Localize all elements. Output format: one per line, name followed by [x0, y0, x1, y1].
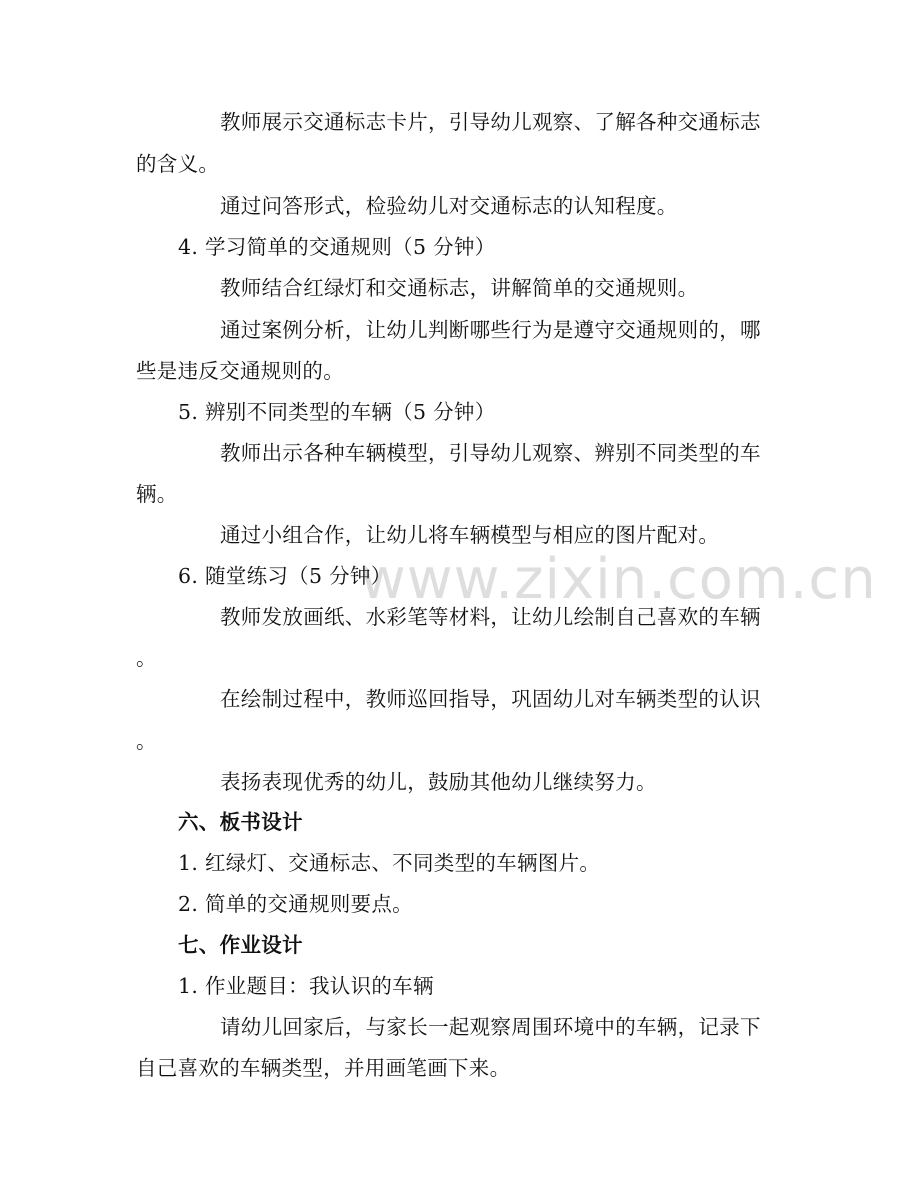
watermark: www.zixin.com.cn	[360, 547, 877, 612]
section-heading: 七、作业设计	[178, 933, 303, 957]
paragraph-line: 通过问答形式，检验幼儿对交通标志的认知程度。	[220, 194, 678, 218]
paragraph-continuation: 些是违反交通规则的。	[136, 359, 344, 383]
paragraph-continuation: 辆。	[136, 482, 178, 506]
paragraph-continuation: 。	[136, 646, 157, 670]
paragraph-continuation: 。	[136, 729, 157, 753]
paragraph-line: 请幼儿回家后，与家长一起观察周围环境中的车辆，记录下	[220, 1015, 761, 1039]
paragraph-line: 教师出示各种车辆模型，引导幼儿观察、辨别不同类型的车	[220, 441, 761, 465]
list-item-heading: 6. 随堂练习（5 分钟）	[178, 564, 392, 588]
list-item-heading: 4. 学习简单的交通规则（5 分钟）	[178, 235, 496, 259]
paragraph-line: 教师发放画纸、水彩笔等材料，让幼儿绘制自己喜欢的车辆	[220, 605, 761, 629]
paragraph-line: 在绘制过程中，教师巡回指导，巩固幼儿对车辆类型的认识	[220, 687, 761, 711]
paragraph-line: 教师结合红绿灯和交通标志，讲解简单的交通规则。	[220, 276, 699, 300]
list-item: 1. 红绿灯、交通标志、不同类型的车辆图片。	[178, 851, 601, 875]
paragraph-line: 教师展示交通标志卡片，引导幼儿观察、了解各种交通标志	[220, 110, 761, 134]
section-heading: 六、板书设计	[178, 810, 303, 834]
list-item: 1. 作业题目：我认识的车辆	[178, 974, 434, 998]
paragraph-continuation: 的含义。	[136, 152, 220, 176]
paragraph-continuation: 自己喜欢的车辆类型，并用画笔画下来。	[136, 1056, 511, 1080]
list-item: 2. 简单的交通规则要点。	[178, 892, 413, 916]
paragraph-line: 通过小组合作，让幼儿将车辆模型与相应的图片配对。	[220, 523, 720, 547]
paragraph-line: 通过案例分析，让幼儿判断哪些行为是遵守交通规则的，哪	[220, 318, 761, 342]
list-item-heading: 5. 辨别不同类型的车辆（5 分钟）	[178, 400, 496, 424]
paragraph-line: 表扬表现优秀的幼儿，鼓励其他幼儿继续努力。	[220, 770, 657, 794]
